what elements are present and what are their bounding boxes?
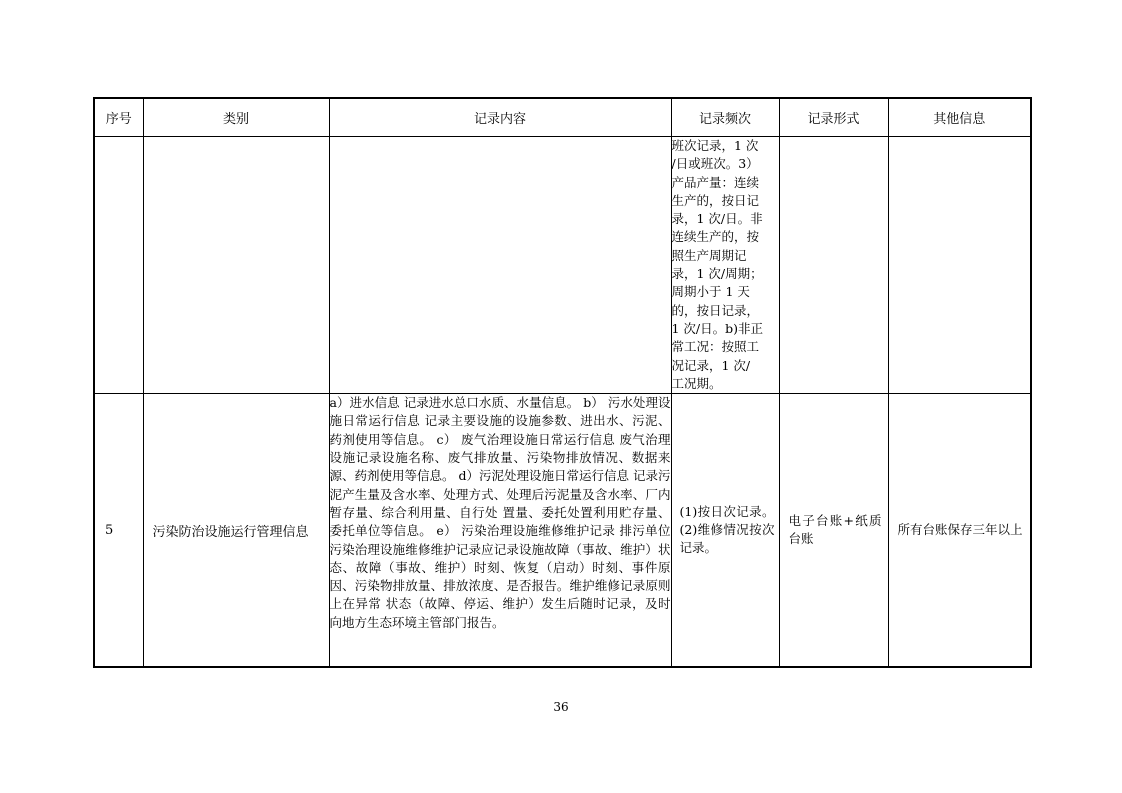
table-row-5 — [94, 394, 1031, 668]
cell-content-empty — [329, 137, 671, 394]
cell-category: 污染防治设施运行管理信息 — [143, 394, 329, 668]
header-other: 其他信息 — [888, 98, 1031, 137]
table-row-continuation — [94, 137, 1031, 394]
cell-frequency-continued: 班次记录，1 次 /日或班次。3） 产品产量：连续 生产的，按日记 录，1 次/日。非 连续生产的，按 照生产周期记 录，1 次/周期； 周期小于 1 天 的，按日记录， 1 次/日。b)非正 常工况：按照工 况记录，1 次/ 工况期。 — [671, 137, 779, 394]
header-content: 记录内容 — [329, 98, 671, 137]
header-frequency: 记录频次 — [671, 98, 779, 137]
cell-frequency: (1)按日次记录。(2)维修情况按次记录。 — [671, 394, 779, 668]
cell-category-empty — [143, 137, 329, 394]
table-header-row — [94, 98, 1031, 137]
header-category: 类别 — [143, 98, 329, 137]
cell-form: 电子台账+纸质台账 — [779, 394, 888, 668]
record-table — [93, 97, 1032, 668]
page-number: 36 — [553, 700, 569, 714]
cell-other: 所有台账保存三年以上 — [888, 394, 1031, 668]
cell-content: a）进水信息 记录进水总口水质、水量信息。 b） 污水处理设施日常运行信息 记录主要设施的设施参数、进出水、污泥、药剂使用等信息。 c） 废气治理设施日常运行信息 废气治理设施记录设施名称、废气排放量、污染物排放情况、数据来源、药剂使用等信息。 d）污泥处理设施日常运行信息 记录污泥产生量及含水率、处理方式、处理后污泥量及含水率、厂内暂存量、综合利用量、自行处 置量、委托处置利用贮存量、委托单位等信息。 e） 污染治理设施维修维护记录 排污单位污染治理设施维修维护记录应记录设施故障（事故、维护）状态、故障（事故、维护）时刻、恢复（启动）时刻、事件原因、污染物排放量、排放浓度、是否报告。维护维修记录原则上在异常 状态（故障、停运、维护）发生后随时记录，及时向地方生态环境主管部门报告。 — [329, 394, 671, 668]
cell-number-empty — [94, 137, 143, 394]
cell-number: 5 — [94, 394, 143, 668]
header-number: 序号 — [94, 98, 143, 137]
cell-form-empty — [779, 137, 888, 394]
header-form: 记录形式 — [779, 98, 888, 137]
cell-other-empty — [888, 137, 1031, 394]
